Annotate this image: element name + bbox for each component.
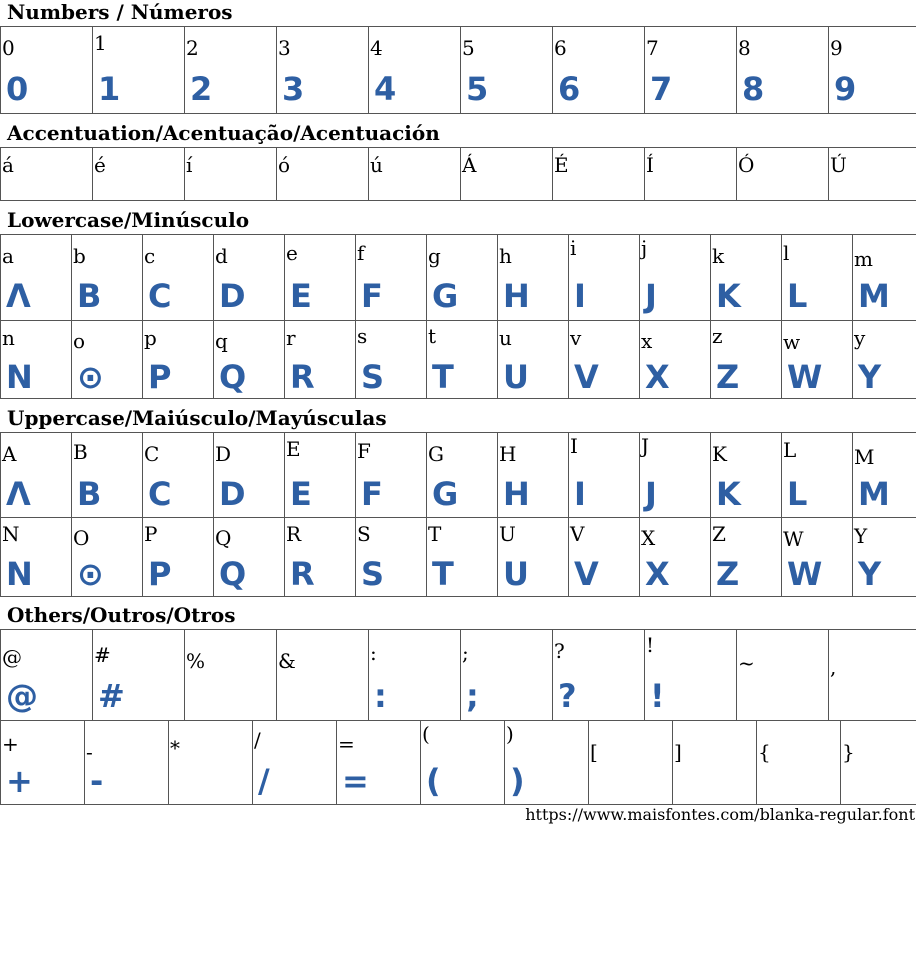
char-label: @ [2, 645, 22, 669]
font-glyph-sample: : [374, 677, 387, 715]
others-grid-row-1 [0, 629, 916, 721]
char-label: a [2, 244, 14, 268]
glyph-cell [1, 148, 93, 201]
font-glyph-sample: / [258, 762, 270, 800]
font-glyph-sample: 7 [650, 70, 673, 108]
glyph-cell [277, 630, 369, 721]
font-glyph-sample: F [361, 277, 383, 315]
accentuation-grid [0, 147, 916, 201]
char-label: C [144, 442, 160, 466]
font-glyph-sample: ( [426, 762, 441, 800]
glyph-cell [782, 321, 853, 399]
glyph-cell [829, 148, 916, 201]
glyph-cell [498, 321, 569, 399]
font-glyph-sample: ? [558, 677, 577, 715]
font-glyph-sample: 1 [98, 70, 121, 108]
char-label: p [144, 326, 157, 350]
glyph-cell [277, 148, 369, 201]
char-label: ú [370, 153, 383, 177]
char-label: 0 [2, 36, 15, 60]
glyph-cell [829, 27, 916, 114]
glyph-cell [72, 235, 143, 321]
glyph-cell [589, 721, 673, 805]
glyph-cell [1, 235, 72, 321]
glyph-cell [461, 630, 553, 721]
font-glyph-sample: M [858, 277, 890, 315]
glyph-cell [782, 433, 853, 518]
font-glyph-sample: Y [858, 555, 882, 593]
font-glyph-sample: U [503, 358, 529, 396]
font-glyph-sample: 2 [190, 70, 213, 108]
char-label: { [758, 740, 771, 764]
glyph-cell [72, 321, 143, 399]
font-glyph-sample: Λ [6, 475, 31, 513]
glyph-cell [498, 235, 569, 321]
glyph-cell [427, 321, 498, 399]
glyph-cell [782, 235, 853, 321]
char-label: ] [674, 740, 682, 764]
glyph-cell [214, 433, 285, 518]
char-label: g [428, 244, 441, 268]
glyph-cell [93, 27, 185, 114]
char-label: ? [554, 639, 565, 663]
char-label: T [428, 522, 442, 546]
glyph-cell [169, 721, 253, 805]
char-label: c [144, 244, 156, 268]
font-glyph-sample: 8 [742, 70, 765, 108]
others-grid-row-2 [0, 720, 916, 805]
char-label: n [2, 326, 15, 350]
font-glyph-sample: @ [6, 677, 38, 715]
uppercase-grid [0, 432, 916, 597]
char-label: 9 [830, 36, 843, 60]
char-label: h [499, 244, 512, 268]
font-glyph-sample: H [503, 277, 530, 315]
glyph-cell [285, 321, 356, 399]
glyph-cell [645, 27, 737, 114]
font-glyph-sample: W [787, 555, 823, 593]
char-label: - [86, 740, 93, 764]
glyph-cell [214, 235, 285, 321]
font-glyph-sample: D [219, 277, 246, 315]
char-label: A [2, 442, 17, 466]
font-glyph-sample: Λ [6, 277, 31, 315]
glyph-cell [277, 27, 369, 114]
char-label: B [73, 440, 88, 464]
glyph-cell [285, 235, 356, 321]
char-label: 8 [738, 36, 751, 60]
font-glyph-sample: ⊙ [77, 358, 104, 396]
font-glyph-sample: W [787, 358, 823, 396]
char-label: L [783, 438, 797, 462]
accentuation-section-title: Accentuation/Acentuação/Acentuación [7, 121, 440, 145]
glyph-cell [369, 630, 461, 721]
char-label: J [641, 434, 650, 458]
char-label: M [854, 445, 875, 469]
glyph-cell [143, 321, 214, 399]
glyph-cell [356, 321, 427, 399]
glyph-cell [673, 721, 757, 805]
glyph-cell [143, 433, 214, 518]
font-glyph-sample: I [574, 277, 586, 315]
char-label: , [830, 655, 837, 679]
glyph-cell [569, 518, 640, 597]
font-glyph-sample: G [432, 475, 459, 513]
char-label: 3 [278, 36, 291, 60]
lowercase-section-title: Lowercase/Minúsculo [7, 208, 250, 232]
glyph-cell [640, 235, 711, 321]
glyph-cell [461, 27, 553, 114]
font-glyph-sample: K [716, 475, 741, 513]
font-glyph-sample: J [645, 475, 657, 513]
font-glyph-sample: L [787, 277, 808, 315]
char-label: é [94, 153, 106, 177]
char-label: v [570, 326, 582, 350]
glyph-cell [853, 433, 916, 518]
font-glyph-sample: D [219, 475, 246, 513]
char-label: D [215, 442, 232, 466]
char-label: ! [646, 633, 655, 657]
char-label: / [254, 728, 261, 752]
char-label: Ó [738, 153, 755, 177]
glyph-cell [553, 630, 645, 721]
glyph-cell [640, 321, 711, 399]
font-glyph-sample: N [6, 358, 33, 396]
others-section-title: Others/Outros/Otros [7, 603, 236, 627]
font-glyph-sample: # [98, 677, 125, 715]
char-label: q [215, 329, 228, 353]
char-label: Q [215, 526, 232, 550]
font-glyph-sample: 4 [374, 70, 397, 108]
font-glyph-sample: L [787, 475, 808, 513]
glyph-cell [185, 630, 277, 721]
glyph-cell [553, 148, 645, 201]
font-glyph-sample: M [858, 475, 890, 513]
char-label: Á [462, 153, 477, 177]
char-label: k [712, 244, 725, 268]
char-label: l [783, 241, 790, 265]
glyph-cell [645, 148, 737, 201]
font-glyph-sample: ; [466, 677, 479, 715]
char-label: 2 [186, 36, 199, 60]
glyph-cell [782, 518, 853, 597]
font-glyph-sample: R [290, 358, 315, 396]
char-label: } [842, 740, 855, 764]
char-label: y [854, 326, 866, 350]
char-label: 5 [462, 36, 475, 60]
font-glyph-sample: = [342, 762, 369, 800]
font-glyph-sample: S [361, 555, 385, 593]
glyph-cell [711, 235, 782, 321]
char-label: 1 [94, 31, 107, 55]
glyph-cell [711, 321, 782, 399]
glyph-cell [427, 235, 498, 321]
char-label: r [286, 326, 296, 350]
char-label: j [641, 236, 648, 260]
char-label: ( [422, 722, 430, 746]
glyph-cell [737, 148, 829, 201]
glyph-cell [85, 721, 169, 805]
font-glyph-sample: 6 [558, 70, 581, 108]
font-glyph-sample: Z [716, 358, 740, 396]
glyph-cell [72, 518, 143, 597]
char-label: Ú [830, 153, 847, 177]
char-label: m [854, 247, 873, 271]
char-label: [ [590, 740, 598, 764]
char-label: x [641, 329, 653, 353]
glyph-cell [498, 518, 569, 597]
font-glyph-sample: X [645, 555, 670, 593]
char-label: ó [278, 153, 291, 177]
char-label: ; [462, 641, 469, 665]
char-label: E [286, 437, 301, 461]
char-label: e [286, 241, 298, 265]
char-label: Í [646, 153, 654, 177]
glyph-cell [461, 148, 553, 201]
glyph-cell [1, 518, 72, 597]
char-label: N [2, 522, 20, 546]
glyph-cell [427, 518, 498, 597]
char-label: ~ [738, 651, 755, 675]
glyph-cell [72, 433, 143, 518]
numbers-grid [0, 26, 916, 114]
glyph-cell [737, 27, 829, 114]
char-label: á [2, 153, 14, 177]
char-label: t [428, 324, 437, 348]
char-label: b [73, 244, 86, 268]
char-label: U [499, 522, 516, 546]
char-label: + [2, 732, 19, 756]
source-url-link[interactable]: https://www.maisfontes.com/blanka-regular.font [525, 805, 915, 824]
glyph-cell [1, 433, 72, 518]
glyph-cell [1, 321, 72, 399]
char-label: S [357, 522, 371, 546]
char-label: = [338, 732, 355, 756]
char-label: O [73, 526, 90, 550]
font-glyph-sample: E [290, 277, 312, 315]
font-glyph-sample: ! [650, 677, 665, 715]
char-label: % [186, 649, 206, 673]
glyph-cell [285, 518, 356, 597]
char-label: W [783, 527, 804, 551]
glyph-cell [1, 721, 85, 805]
glyph-cell [427, 433, 498, 518]
font-glyph-sample: H [503, 475, 530, 513]
font-glyph-sample: T [432, 358, 454, 396]
numbers-section-title: Numbers / Números [7, 0, 233, 24]
font-glyph-sample: 9 [834, 70, 857, 108]
char-label: K [712, 442, 727, 466]
font-glyph-sample: V [574, 358, 599, 396]
char-label: : [370, 641, 377, 665]
char-label: Y [854, 524, 868, 548]
char-label: X [641, 526, 656, 550]
glyph-cell [369, 148, 461, 201]
glyph-cell [498, 433, 569, 518]
glyph-cell [356, 518, 427, 597]
glyph-cell [143, 518, 214, 597]
char-label: 7 [646, 36, 659, 60]
char-label: V [570, 522, 585, 546]
glyph-cell [421, 721, 505, 805]
glyph-cell [640, 518, 711, 597]
font-glyph-sample: B [77, 277, 102, 315]
font-glyph-sample: - [90, 762, 104, 800]
char-label: ) [506, 722, 514, 746]
font-glyph-sample: P [148, 358, 172, 396]
glyph-cell [143, 235, 214, 321]
font-glyph-sample: T [432, 555, 454, 593]
glyph-cell [505, 721, 589, 805]
glyph-cell [553, 27, 645, 114]
glyph-cell [645, 630, 737, 721]
glyph-cell [569, 321, 640, 399]
char-label: 6 [554, 36, 567, 60]
char-label: u [499, 326, 512, 350]
glyph-cell [93, 148, 185, 201]
font-glyph-sample: R [290, 555, 315, 593]
char-label: d [215, 244, 228, 268]
char-label: * [170, 736, 180, 760]
font-glyph-sample: I [574, 475, 586, 513]
font-glyph-sample: 3 [282, 70, 305, 108]
char-label: É [554, 153, 569, 177]
char-label: w [783, 330, 801, 354]
glyph-cell [93, 630, 185, 721]
font-glyph-sample: N [6, 555, 33, 593]
glyph-cell [757, 721, 841, 805]
font-glyph-sample: Z [716, 555, 740, 593]
char-label: H [499, 442, 517, 466]
glyph-cell [569, 235, 640, 321]
glyph-cell [356, 235, 427, 321]
glyph-cell [285, 433, 356, 518]
font-glyph-sample: 0 [6, 70, 29, 108]
glyph-cell [185, 148, 277, 201]
glyph-cell [356, 433, 427, 518]
font-glyph-sample: + [6, 762, 33, 800]
glyph-cell [1, 630, 93, 721]
font-glyph-sample: B [77, 475, 102, 513]
char-label: R [286, 522, 302, 546]
lowercase-grid [0, 234, 916, 399]
uppercase-section-title: Uppercase/Maiúsculo/Mayúsculas [7, 406, 387, 430]
char-label: i [570, 236, 577, 260]
glyph-cell [853, 235, 916, 321]
char-label: Z [712, 522, 726, 546]
font-glyph-sample: ) [510, 762, 525, 800]
char-label: z [712, 324, 723, 348]
glyph-cell [1, 27, 93, 114]
font-glyph-sample: E [290, 475, 312, 513]
font-glyph-sample: Y [858, 358, 882, 396]
font-glyph-sample: 5 [466, 70, 489, 108]
font-glyph-sample: J [645, 277, 657, 315]
char-label: o [73, 329, 86, 353]
char-label: I [570, 434, 578, 458]
glyph-cell [185, 27, 277, 114]
char-label: f [357, 241, 365, 265]
char-label: G [428, 442, 444, 466]
glyph-cell [829, 630, 916, 721]
glyph-cell [841, 721, 916, 805]
char-label: í [186, 153, 193, 177]
char-label: 4 [370, 36, 383, 60]
font-glyph-sample: G [432, 277, 459, 315]
char-label: P [144, 522, 158, 546]
glyph-cell [853, 518, 916, 597]
font-glyph-sample: F [361, 475, 383, 513]
font-glyph-sample: V [574, 555, 599, 593]
font-glyph-sample: Q [219, 358, 247, 396]
glyph-cell [214, 518, 285, 597]
font-glyph-sample: X [645, 358, 670, 396]
char-label: # [94, 643, 111, 667]
glyph-cell [711, 518, 782, 597]
font-glyph-sample: K [716, 277, 741, 315]
font-glyph-sample: P [148, 555, 172, 593]
glyph-cell [640, 433, 711, 518]
font-glyph-sample: U [503, 555, 529, 593]
font-glyph-sample: S [361, 358, 385, 396]
glyph-cell [569, 433, 640, 518]
char-label: s [357, 324, 368, 348]
glyph-cell [253, 721, 337, 805]
font-glyph-sample: C [148, 277, 172, 315]
font-glyph-sample: Q [219, 555, 247, 593]
char-label: & [278, 649, 296, 673]
glyph-cell [337, 721, 421, 805]
glyph-cell [711, 433, 782, 518]
char-label: F [357, 439, 371, 463]
font-glyph-sample: ⊙ [77, 555, 104, 593]
glyph-cell [214, 321, 285, 399]
glyph-cell [369, 27, 461, 114]
glyph-cell [737, 630, 829, 721]
glyph-cell [853, 321, 916, 399]
font-glyph-sample: C [148, 475, 172, 513]
